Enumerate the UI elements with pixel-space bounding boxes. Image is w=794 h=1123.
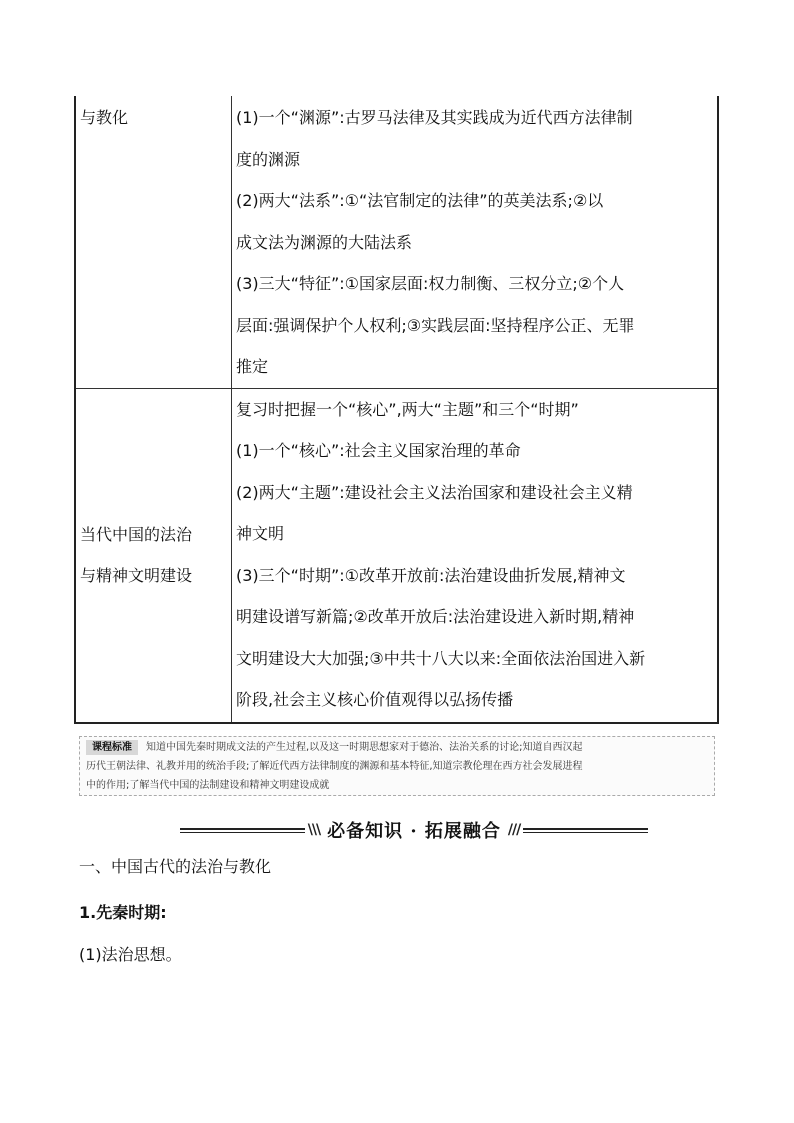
content-line: 神文明 — [236, 524, 285, 543]
content-line: (3)三大“特征”:①国家层面:权力制衡、三权分立;②个人 — [236, 274, 625, 293]
row-content — [232, 96, 717, 388]
row-topic-text: 与精神文明建设 — [80, 566, 193, 585]
content-line: 明建设谱写新篇;②改革开放后:法治建设进入新时期,精神 — [236, 607, 635, 626]
banner-decoration: /// — [507, 822, 521, 838]
curriculum-standard-box — [79, 736, 715, 796]
summary-table — [74, 96, 719, 724]
banner-rule — [523, 828, 648, 833]
table-row — [76, 96, 717, 388]
standard-label: 课程标准 — [86, 740, 138, 755]
section-item: (1)法治思想。 — [79, 945, 182, 964]
content-line: 复习时把握一个“核心”,两大“主题”和三个“时期” — [236, 399, 579, 419]
content-line: (3)三个“时期”:①改革开放前:法治建设曲折发展,精神文 — [236, 565, 626, 585]
row-topic-text: 当代中国的法治 — [80, 524, 193, 544]
standard-line: 历代王朝法律、礼教并用的统治手段;了解近代西方法律制度的渊源和基本特征,知道宗教伦理在西方社会发展进程 — [86, 761, 583, 772]
banner-title: 必备知识 · 拓展融合 — [327, 821, 501, 842]
row-topic — [76, 389, 232, 722]
row-topic-text: 与教化 — [80, 108, 129, 127]
content-line: (1)一个“渊源”:古罗马法律及其实践成为近代西方法律制 — [236, 108, 633, 127]
content-line: 推定 — [236, 357, 269, 376]
standard-line: 课程标准 知道中国先秦时期成文法的产生过程,以及这一时期思想家对于德治、法治关系的讨论;知道自西汉起 — [86, 738, 708, 757]
section-heading: 一、中国古代的法治与教化 — [79, 857, 272, 876]
content-line: (2)两大“法系”:①“法官制定的法律”的英美法系;②以 — [236, 191, 604, 210]
banner-rule — [180, 828, 305, 833]
row-content — [232, 389, 717, 722]
row-topic — [76, 96, 232, 388]
section-subheading: 1.先秦时期: — [79, 903, 167, 922]
content-line: 成文法为渊源的大陆法系 — [236, 232, 413, 252]
content-line: 阶段,社会主义核心价值观得以弘扬传播 — [236, 690, 514, 709]
table-row — [76, 388, 717, 722]
banner-decoration: \\\ — [307, 822, 321, 838]
content-line: 度的渊源 — [236, 149, 301, 169]
content-line: (2)两大“主题”:建设社会主义法治国家和建设社会主义精 — [236, 482, 633, 502]
content-line: 文明建设大大加强;③中共十八大以来:全面依法治国进入新 — [236, 648, 646, 668]
section-banner — [180, 815, 648, 845]
content-line: 层面:强调保护个人权利;③实践层面:坚持程序公正、无罪 — [236, 315, 635, 335]
content-line: (1)一个“核心”:社会主义国家治理的革命 — [236, 441, 521, 460]
standard-line: 中的作用;了解当代中国的法制建设和精神文明建设成就 — [86, 780, 330, 791]
